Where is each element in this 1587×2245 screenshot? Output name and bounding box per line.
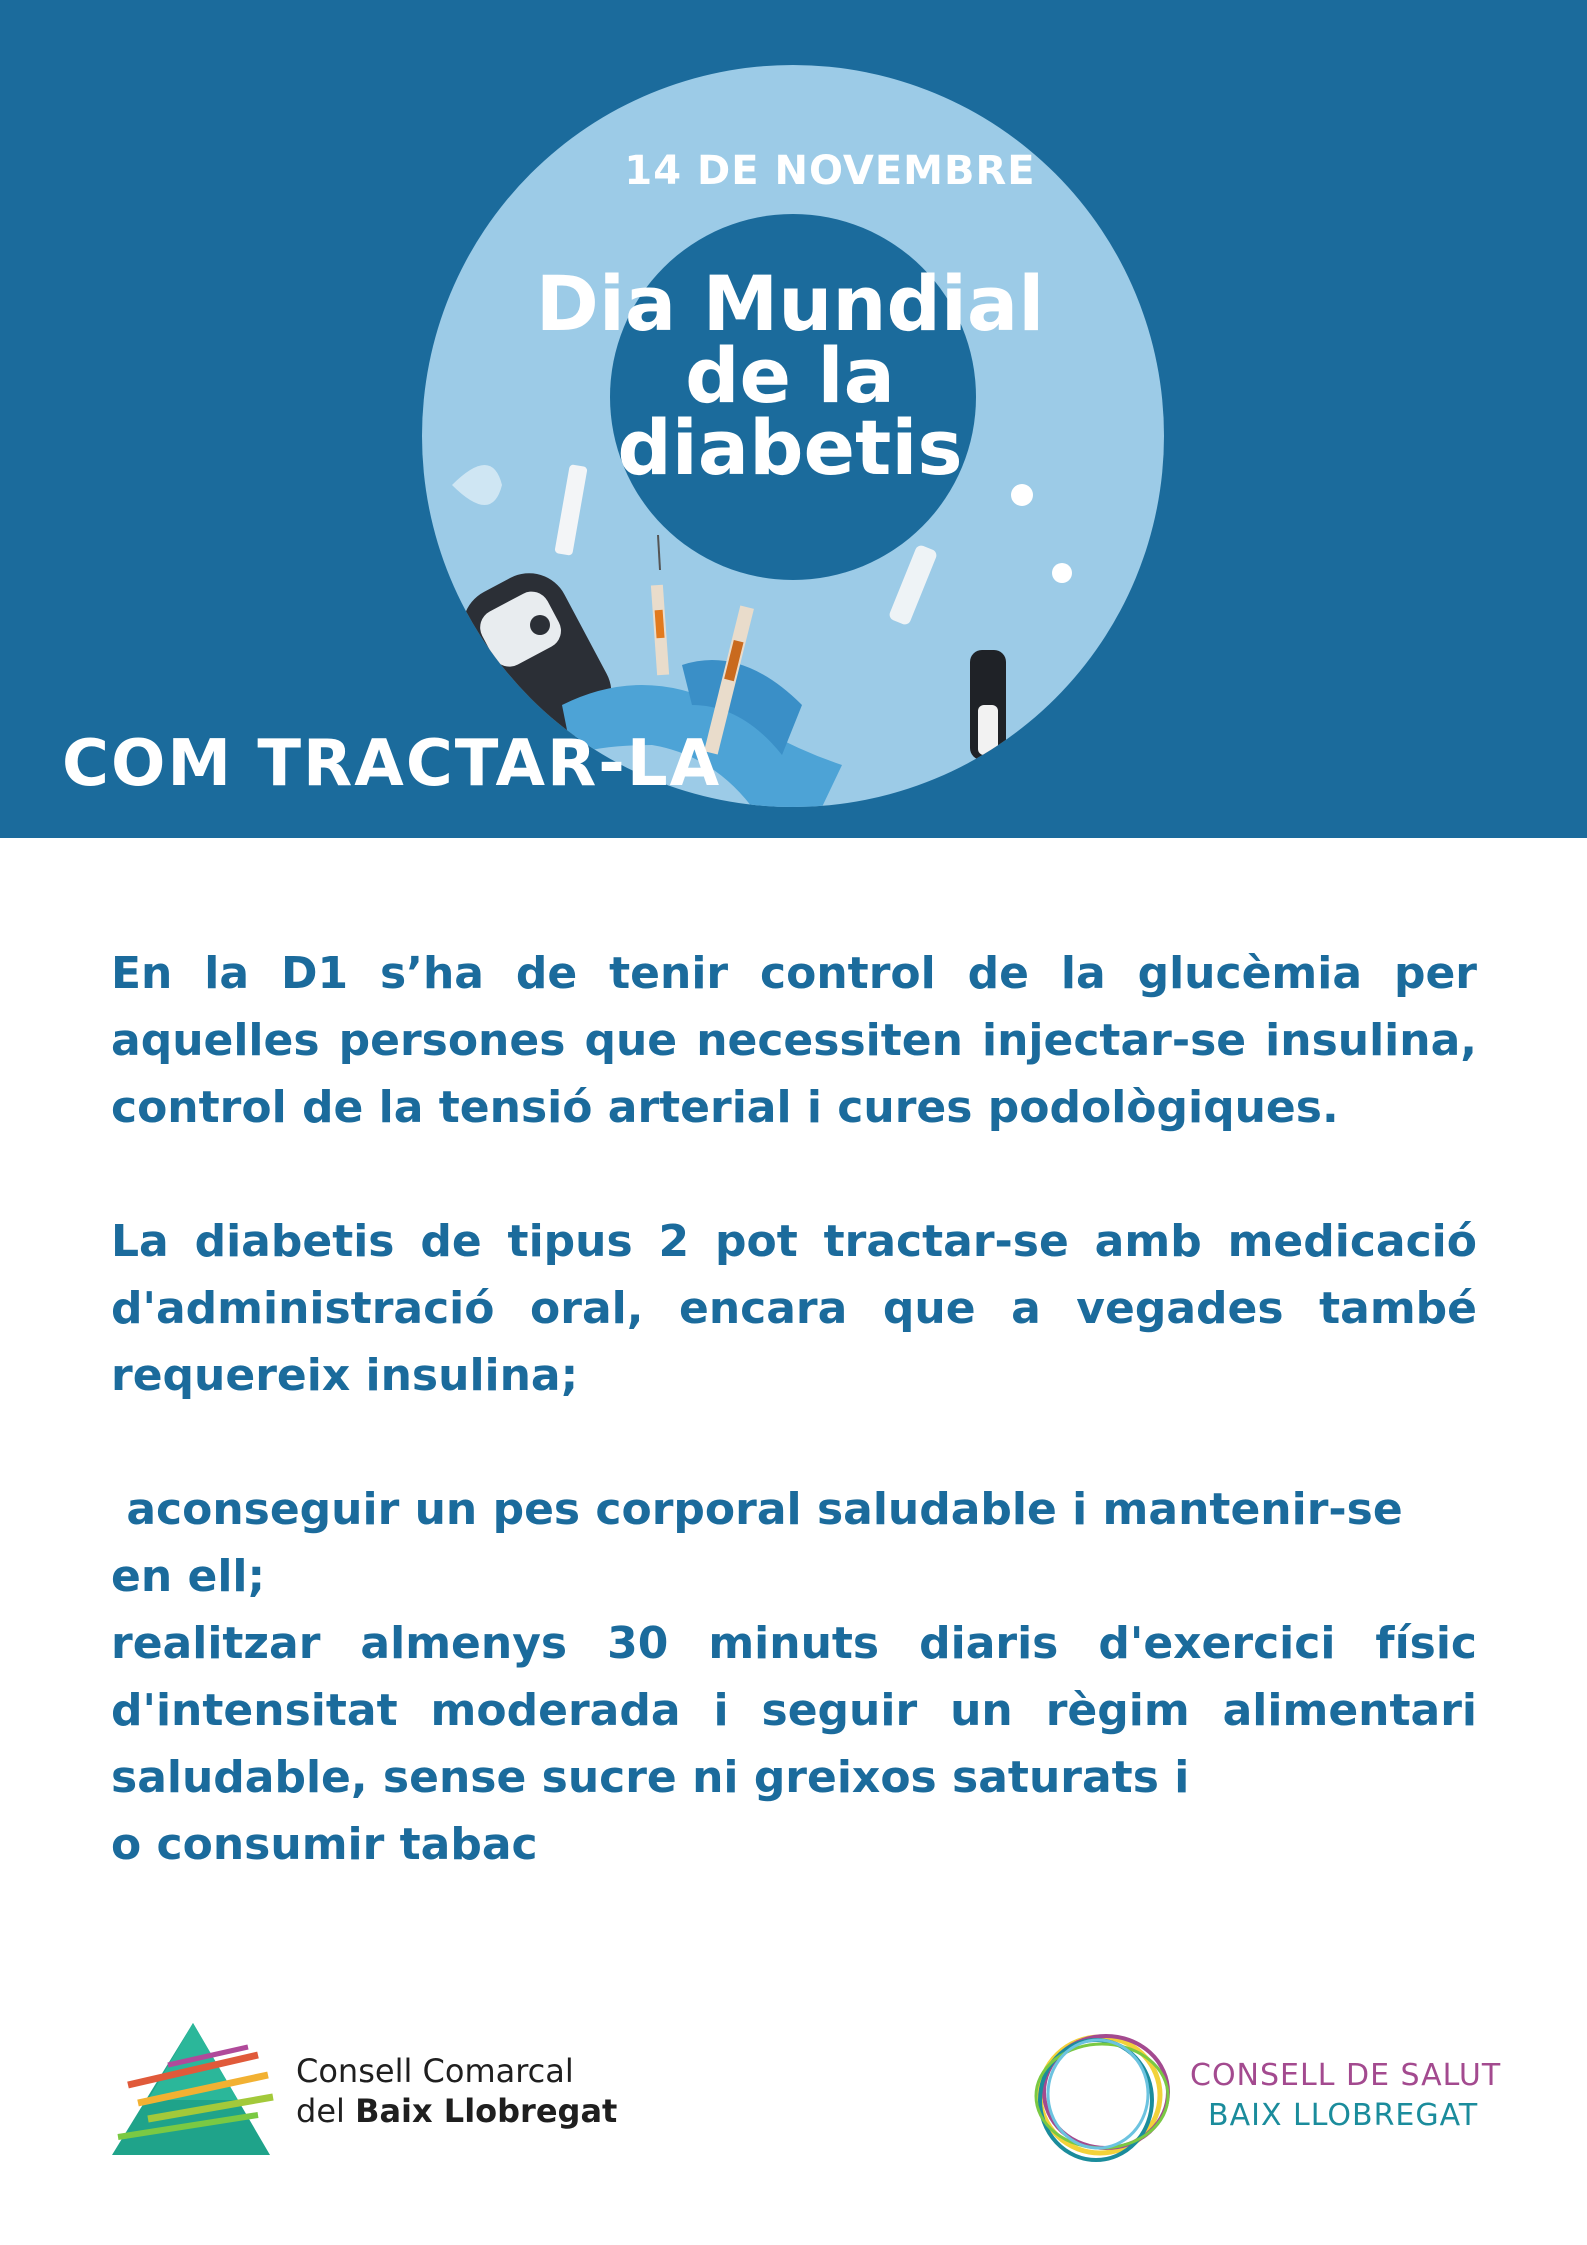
- consell-comarcal-logo: [108, 2015, 628, 2165]
- pill-icon: [1011, 484, 1033, 506]
- consell-salut-line1: CONSELL DE SALUT: [1190, 2058, 1502, 2093]
- pen-needle-icon: [888, 544, 938, 626]
- event-date: 14 DE NOVEMBRE: [624, 148, 1036, 194]
- lancet-icon: [970, 650, 1006, 760]
- consell-salut-line2: BAIX LLOBREGAT: [1208, 2098, 1479, 2133]
- logo-left-prefix: del: [296, 2092, 356, 2130]
- paragraph-exercise: realitzar almenys 30 minuts diaris d'exercici físic d'intensitat moderada i seguir un règim alimentari saludable, sense sucre ni greixos saturats i: [111, 1618, 1477, 1803]
- triangle-logo-icon: [108, 2015, 278, 2165]
- paragraph-weight: aconseguir un pes corporal saludable i mantenir-se en ell;: [111, 1484, 1419, 1602]
- body-content: [111, 940, 1477, 1878]
- paragraph-gap: [111, 1141, 1477, 1208]
- logo-left-line2: [296, 2091, 617, 2131]
- header-banner: [0, 0, 1587, 838]
- pill-icon-2: [1052, 563, 1072, 583]
- event-title: Dia Mundial de la diabetis: [535, 259, 1045, 492]
- consell-comarcal-name: [296, 2051, 617, 2131]
- syringe-icon: [651, 535, 669, 675]
- circles-logo-icon: [1020, 2020, 1200, 2170]
- consell-salut-logo: [1020, 2020, 1520, 2170]
- paragraph-type2: La diabetis de tipus 2 pot tractar-se amb medicació d'administració oral, encara que a vegades també requereix insulina;: [111, 1216, 1477, 1401]
- paragraph-type1: En la D1 s’ha de tenir control de la glucèmia per aquelles persones que necessiten injectar-se insulina, control de la tensió arterial i cures podològiques.: [111, 948, 1477, 1133]
- section-heading: COM TRACTAR-LA: [62, 727, 722, 801]
- paragraph-gap: [111, 1409, 1477, 1476]
- logo-left-bold: Baix Llobregat: [355, 2092, 618, 2130]
- paragraph-tobacco: o consumir tabac: [111, 1819, 538, 1870]
- logo-left-line1: Consell Comarcal: [296, 2052, 574, 2090]
